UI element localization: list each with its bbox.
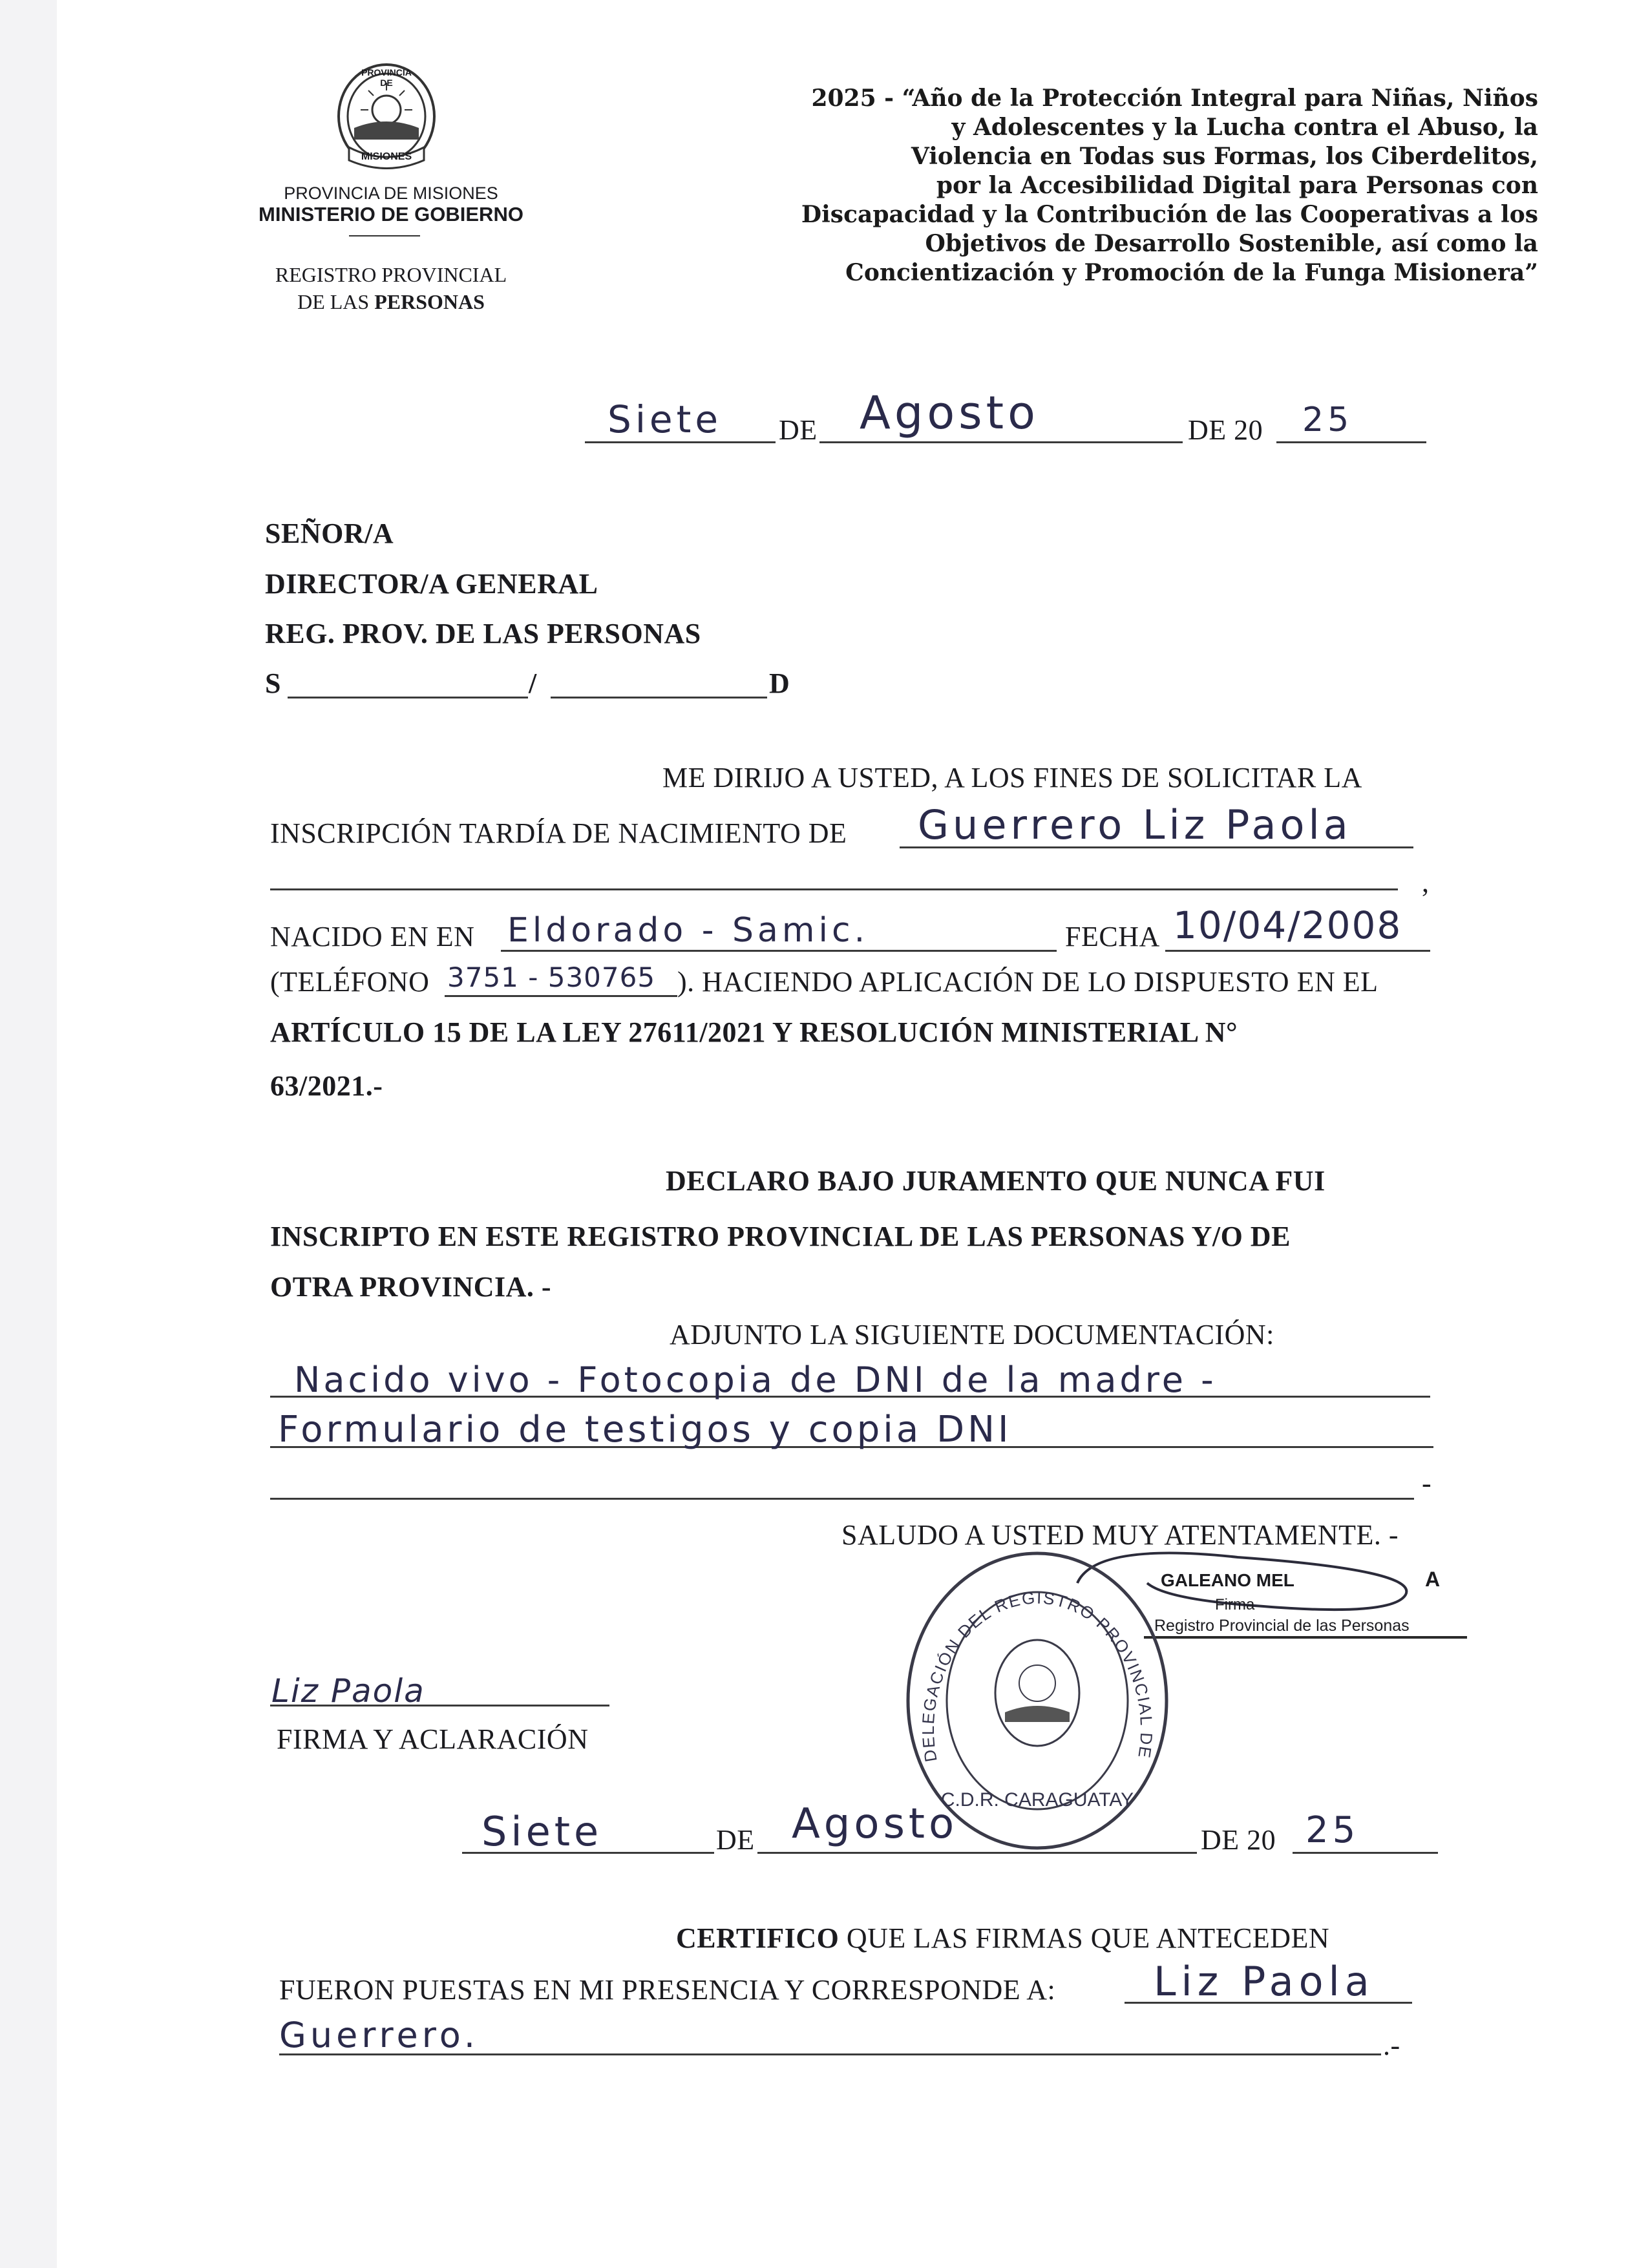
phone-label-open: (TELÉFONO bbox=[270, 966, 430, 998]
attachments-dash: - bbox=[1422, 1467, 1432, 1499]
oval-stamp-ring-text: DELEGACIÓN DEL REGISTRO PROVINCIAL DE bbox=[918, 1588, 1157, 1764]
signature-handwritten: Liz Paola bbox=[271, 1672, 425, 1710]
motto-line: Violencia en Todas sus Formas, los Ciberdelitos, bbox=[911, 143, 1538, 170]
date-month-handwritten: Agosto bbox=[860, 386, 1039, 439]
date-label: FECHA bbox=[1065, 921, 1160, 952]
year-motto bbox=[698, 84, 1538, 288]
logo-banner-text: MISIONES bbox=[361, 151, 412, 162]
declaration-line-3: OTRA PROVINCIA. - bbox=[270, 1271, 552, 1303]
birthdate-handwritten: 10/04/2008 bbox=[1173, 903, 1402, 947]
attachments-label: ADJUNTO LA SIGUIENTE DOCUMENTACIÓN: bbox=[670, 1319, 1274, 1350]
date-day-handwritten: Siete bbox=[607, 397, 723, 441]
motto-line: Discapacidad y la Contribución de las Cooperativas a los bbox=[801, 201, 1538, 228]
certification-rest: QUE LAS FIRMAS QUE ANTECEDEN bbox=[839, 1922, 1330, 1954]
date-month-line bbox=[819, 441, 1183, 443]
ministry-name: MINISTERIO DE GOBIERNO bbox=[259, 203, 523, 226]
bottom-date-year-label: DE 20 bbox=[1201, 1824, 1276, 1856]
phone-line bbox=[445, 995, 677, 997]
motto-line: y Adolescentes y la Lucha contra el Abuso, la bbox=[951, 114, 1538, 141]
closing-salutation: SALUDO A USTED MUY ATENTAMENTE. - bbox=[841, 1519, 1399, 1551]
certified-name-handwritten-2: Guerrero. bbox=[279, 2015, 480, 2055]
date-year-label: DE 20 bbox=[1188, 414, 1263, 446]
legal-article-line-2: 63/2021.- bbox=[270, 1070, 383, 1102]
phone-handwritten: 3751 - 530765 bbox=[447, 961, 656, 993]
official-stamp-letter: A bbox=[1425, 1568, 1441, 1591]
birthdate-line bbox=[1165, 950, 1430, 952]
certification-line-2: FUERON PUESTAS EN MI PRESENCIA Y CORRESPONDE A: bbox=[279, 1974, 1056, 2006]
addressee-line-2: DIRECTOR/A GENERAL bbox=[265, 568, 598, 600]
ministry-underline bbox=[349, 235, 420, 236]
birthplace-line bbox=[501, 950, 1057, 952]
bottom-date-year-line bbox=[1293, 1852, 1438, 1854]
logo-ring-text: PROVINCIA DE bbox=[361, 67, 412, 88]
bottom-date-year-handwritten: 25 bbox=[1305, 1809, 1360, 1851]
certification-bold-word: CERTIFICO bbox=[676, 1922, 840, 1954]
bottom-date-day-handwritten: Siete bbox=[481, 1808, 603, 1855]
attachments-handwritten-1: Nacido vivo - Fotocopia de DNI de la madre - bbox=[294, 1360, 1217, 1400]
declaration-line-2: INSCRIPTO EN ESTE REGISTRO PROVINCIAL DE LAS PERSONAS Y/O DE bbox=[270, 1221, 1291, 1252]
motto-line: Objetivos de Desarrollo Sostenible, así como la bbox=[925, 230, 1538, 257]
date-year-line bbox=[1276, 441, 1426, 443]
registry-line-2-bold: PERSONAS bbox=[374, 290, 485, 313]
svg-text:DELEGACIÓN DEL REGISTRO PROVIN bbox=[902, 1548, 1156, 1763]
request-line-2: INSCRIPCIÓN TARDÍA DE NACIMIENTO DE bbox=[270, 817, 847, 849]
oval-stamp-center-text: C.D.R. CARAGUATAY bbox=[940, 1789, 1134, 1811]
bottom-date-month-line bbox=[757, 1852, 1197, 1854]
attachments-line-3 bbox=[270, 1498, 1414, 1500]
addressee-slash: / bbox=[529, 667, 537, 699]
birthplace-handwritten: Eldorado - Samic. bbox=[507, 911, 869, 950]
born-in-label: NACIDO EN EN bbox=[270, 921, 475, 952]
addressee-line-b bbox=[551, 697, 767, 698]
certified-name-handwritten-1: Liz Paola bbox=[1154, 1958, 1375, 2005]
date-day-line bbox=[585, 441, 776, 443]
date-de-label: DE bbox=[779, 414, 818, 446]
certification-end: .- bbox=[1383, 2030, 1400, 2061]
declaration-line-1: DECLARO BAJO JURAMENTO QUE NUNCA FUI bbox=[666, 1165, 1326, 1197]
province-name: PROVINCIA DE MISIONES bbox=[284, 184, 498, 203]
official-stamp-title: Firma bbox=[1215, 1596, 1255, 1613]
attachments-handwritten-2: Formulario de testigos y copia DNI bbox=[278, 1409, 1012, 1451]
motto-line: 2025 - “Año de la Protección Integral para Niñas, Niños bbox=[811, 85, 1538, 112]
motto-line: por la Accesibilidad Digital para Personas con bbox=[936, 172, 1538, 199]
official-stamp-office: Registro Provincial de las Personas bbox=[1154, 1617, 1410, 1635]
name-comma: , bbox=[1422, 866, 1430, 898]
motto-line: Concientización y Promoción de la Funga Misionera” bbox=[845, 259, 1538, 286]
addressee-line-1: SEÑOR/A bbox=[265, 518, 394, 549]
bottom-date-month-handwritten: Agosto bbox=[792, 1800, 958, 1848]
registry-line-2 bbox=[239, 289, 543, 315]
addressee-s: S bbox=[265, 667, 281, 699]
request-line-1: ME DIRIJO A USTED, A LOS FINES DE SOLICITAR LA bbox=[662, 762, 1362, 793]
legal-article-line: ARTÍCULO 15 DE LA LEY 27611/2021 Y RESOLUCIÓN MINISTERIAL N° bbox=[270, 1016, 1238, 1048]
certification-line-1 bbox=[676, 1922, 1329, 1955]
official-stamp-name: GALEANO MEL bbox=[1161, 1570, 1294, 1590]
signature-label: FIRMA Y ACLARACIÓN bbox=[277, 1723, 589, 1755]
bottom-date-de-label: DE bbox=[716, 1824, 755, 1856]
addressee-line-a bbox=[288, 697, 528, 698]
date-year-handwritten: 25 bbox=[1302, 401, 1353, 439]
addressee-d: D bbox=[769, 667, 790, 699]
addressee-line-3: REG. PROV. DE LAS PERSONAS bbox=[265, 618, 701, 649]
name-handwritten: Guerrero Liz Paola bbox=[918, 801, 1352, 848]
phone-label-close: ). HACIENDO APLICACIÓN DE LO DISPUESTO EN EL bbox=[677, 966, 1379, 998]
registry-line-2-prefix: DE LAS bbox=[297, 290, 375, 313]
registry-line-1: REGISTRO PROVINCIAL bbox=[275, 263, 507, 286]
official-stamp-underline bbox=[1144, 1636, 1467, 1639]
name-continuation-line bbox=[270, 888, 1398, 890]
